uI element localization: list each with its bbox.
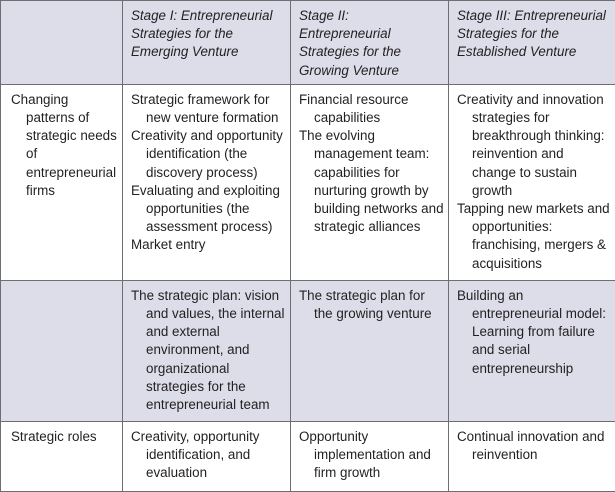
table-row bbox=[1, 421, 615, 491]
row-label bbox=[1, 84, 123, 280]
stage-3-cell bbox=[449, 84, 615, 280]
row-label-text: Strategic roles bbox=[11, 428, 118, 446]
stage-1-cell bbox=[123, 421, 291, 491]
header-corner bbox=[1, 1, 123, 85]
list-item: Continual innovation and reinvention bbox=[457, 428, 611, 464]
header-stage-2: Stage II: Entrepreneurial Strategies for the Growing Venture bbox=[291, 1, 449, 85]
list-item: The evolving management team: capabilities for nurturing growth by building networks and strategic alliances bbox=[299, 127, 444, 236]
list-item: Opportunity implementation and firm growth bbox=[299, 428, 444, 483]
table-row bbox=[1, 84, 615, 280]
header-stage-3: Stage III: Entrepreneurial Strategies for the Established Venture bbox=[449, 1, 615, 85]
list-item: Building an entrepreneurial model: Learning from failure and serial entrepreneurship bbox=[457, 287, 611, 378]
list-item: The strategic plan: vision and values, the internal and external environment, and organizational strategies for the entrepreneurial team bbox=[131, 287, 286, 414]
header-row bbox=[1, 1, 615, 85]
header-stage-1: Stage I: Entrepreneurial Strategies for the Emerging Venture bbox=[123, 1, 291, 85]
row-label-text: Changing patterns of strategic needs of entrepreneurial firms bbox=[11, 91, 118, 200]
list-item: Creativity and opportunity identification (the discovery process) bbox=[131, 127, 286, 182]
table-row bbox=[1, 280, 615, 421]
stage-1-cell bbox=[123, 84, 291, 280]
stage-2-cell bbox=[291, 280, 449, 421]
stage-2-cell bbox=[291, 421, 449, 491]
list-item: The strategic plan for the growing venture bbox=[299, 287, 444, 323]
list-item: Tapping new markets and opportunities: franchising, mergers & acquisitions bbox=[457, 200, 611, 273]
stage-2-cell bbox=[291, 84, 449, 280]
stage-1-cell bbox=[123, 280, 291, 421]
row-label bbox=[1, 421, 123, 491]
list-item: Creativity and innovation strategies for breakthrough thinking: reinvention and change to sustain growth bbox=[457, 91, 611, 200]
stage-3-cell bbox=[449, 280, 615, 421]
list-item: Financial resource capabilities bbox=[299, 91, 444, 127]
row-label bbox=[1, 280, 123, 421]
list-item: Market entry bbox=[131, 236, 286, 254]
list-item: Strategic framework for new venture formation bbox=[131, 91, 286, 127]
list-item: Creativity, opportunity identification, and evaluation bbox=[131, 428, 286, 483]
stage-3-cell bbox=[449, 421, 615, 491]
list-item: Evaluating and exploiting opportunities (the assessment process) bbox=[131, 182, 286, 237]
